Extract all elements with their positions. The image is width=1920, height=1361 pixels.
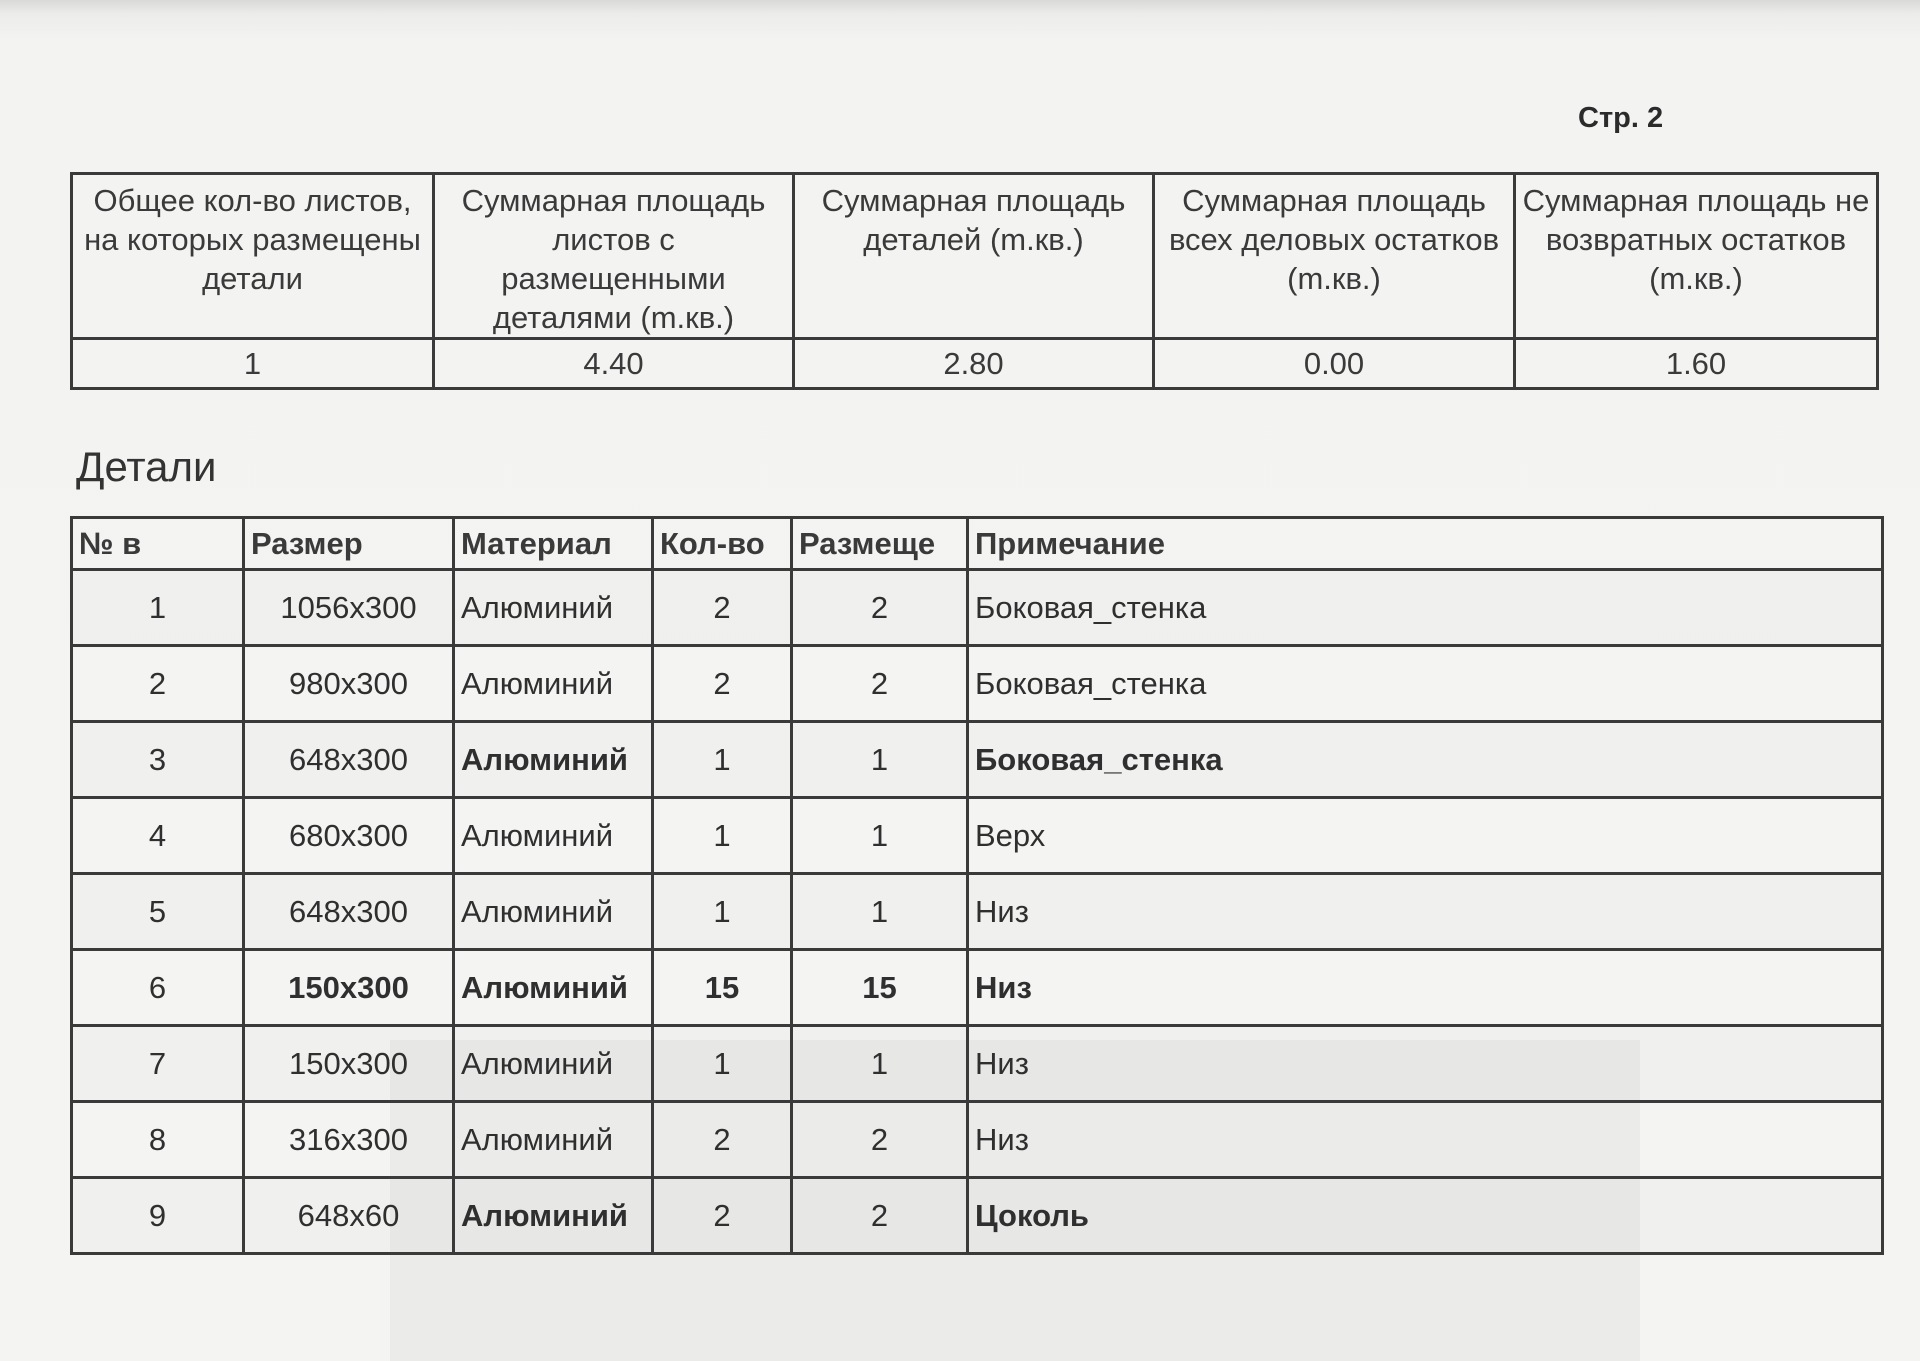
cell-material: Алюминий — [454, 722, 653, 798]
summary-table — [70, 172, 1879, 390]
cell-number: 4 — [72, 798, 244, 874]
table-row — [72, 798, 1883, 874]
cell-quantity: 2 — [653, 646, 792, 722]
table-row — [72, 570, 1883, 646]
cell-note: Боковая_стенка — [968, 570, 1883, 646]
cell-material: Алюминий — [454, 1178, 653, 1254]
section-title: Детали — [76, 443, 217, 490]
table-row — [72, 874, 1883, 950]
summary-value-row — [72, 339, 1878, 389]
summary-value-cell: 1.60 — [1515, 339, 1878, 389]
cell-placed: 15 — [792, 950, 968, 1026]
cell-number: 8 — [72, 1102, 244, 1178]
cell-note: Цоколь — [968, 1178, 1883, 1254]
cell-quantity: 2 — [653, 1178, 792, 1254]
cell-size: 1056x300 — [244, 570, 454, 646]
table-row — [72, 1178, 1883, 1254]
table-row — [72, 646, 1883, 722]
cell-placed: 1 — [792, 1026, 968, 1102]
cell-material: Алюминий — [454, 874, 653, 950]
cell-size: 980x300 — [244, 646, 454, 722]
cell-number: 6 — [72, 950, 244, 1026]
cell-quantity: 2 — [653, 1102, 792, 1178]
summary-header-cell: Суммарная площадь всех деловых остатков (m.кв.) — [1154, 174, 1515, 339]
cell-note: Низ — [968, 950, 1883, 1026]
cell-placed: 1 — [792, 722, 968, 798]
table-row — [72, 950, 1883, 1026]
cell-material: Алюминий — [454, 798, 653, 874]
cell-number: 7 — [72, 1026, 244, 1102]
cell-material: Алюминий — [454, 1102, 653, 1178]
table-row — [72, 722, 1883, 798]
details-table — [70, 516, 1884, 1255]
cell-placed: 2 — [792, 1102, 968, 1178]
header-number: № в — [72, 518, 244, 570]
cell-material: Алюминий — [454, 1026, 653, 1102]
cell-placed: 2 — [792, 646, 968, 722]
cell-placed: 1 — [792, 874, 968, 950]
details-header-row — [72, 518, 1883, 570]
cell-size: 316x300 — [244, 1102, 454, 1178]
header-placed: Размеще — [792, 518, 968, 570]
cell-size: 648x60 — [244, 1178, 454, 1254]
cell-note: Низ — [968, 874, 1883, 950]
cell-material: Алюминий — [454, 950, 653, 1026]
cell-quantity: 1 — [653, 1026, 792, 1102]
cell-number: 5 — [72, 874, 244, 950]
cell-quantity: 1 — [653, 722, 792, 798]
cell-number: 9 — [72, 1178, 244, 1254]
cell-size: 648x300 — [244, 874, 454, 950]
cell-note: Верх — [968, 798, 1883, 874]
table-row — [72, 1102, 1883, 1178]
cell-number: 2 — [72, 646, 244, 722]
cell-note: Боковая_стенка — [968, 646, 1883, 722]
cell-number: 1 — [72, 570, 244, 646]
header-material: Материал — [454, 518, 653, 570]
cell-quantity: 2 — [653, 570, 792, 646]
header-quantity: Кол-во — [653, 518, 792, 570]
cell-note: Низ — [968, 1102, 1883, 1178]
cell-size: 680x300 — [244, 798, 454, 874]
cell-size: 648x300 — [244, 722, 454, 798]
cell-placed: 1 — [792, 798, 968, 874]
cell-quantity: 15 — [653, 950, 792, 1026]
table-row — [72, 1026, 1883, 1102]
cell-material: Алюминий — [454, 646, 653, 722]
cell-quantity: 1 — [653, 798, 792, 874]
cell-quantity: 1 — [653, 874, 792, 950]
summary-value-cell: 2.80 — [794, 339, 1154, 389]
cell-number: 3 — [72, 722, 244, 798]
cell-size: 150x300 — [244, 950, 454, 1026]
cell-placed: 2 — [792, 570, 968, 646]
summary-header-cell: Суммарная площадь не возвратных остатков (m.кв.) — [1515, 174, 1878, 339]
summary-value-cell: 4.40 — [434, 339, 794, 389]
cell-size: 150x300 — [244, 1026, 454, 1102]
header-size: Размер — [244, 518, 454, 570]
summary-header-cell: Суммарная площадь листов с размещенными деталями (m.кв.) — [434, 174, 794, 339]
page-number: Стр. 2 — [1578, 102, 1664, 134]
summary-header-cell: Суммарная площадь деталей (m.кв.) — [794, 174, 1154, 339]
summary-value-cell: 1 — [72, 339, 434, 389]
summary-header-row — [72, 174, 1878, 339]
cell-note: Низ — [968, 1026, 1883, 1102]
cell-note: Боковая_стенка — [968, 722, 1883, 798]
cell-placed: 2 — [792, 1178, 968, 1254]
header-note: Примечание — [968, 518, 1883, 570]
summary-header-cell: Общее кол-во листов, на которых размещены детали — [72, 174, 434, 339]
summary-value-cell: 0.00 — [1154, 339, 1515, 389]
cell-material: Алюминий — [454, 570, 653, 646]
